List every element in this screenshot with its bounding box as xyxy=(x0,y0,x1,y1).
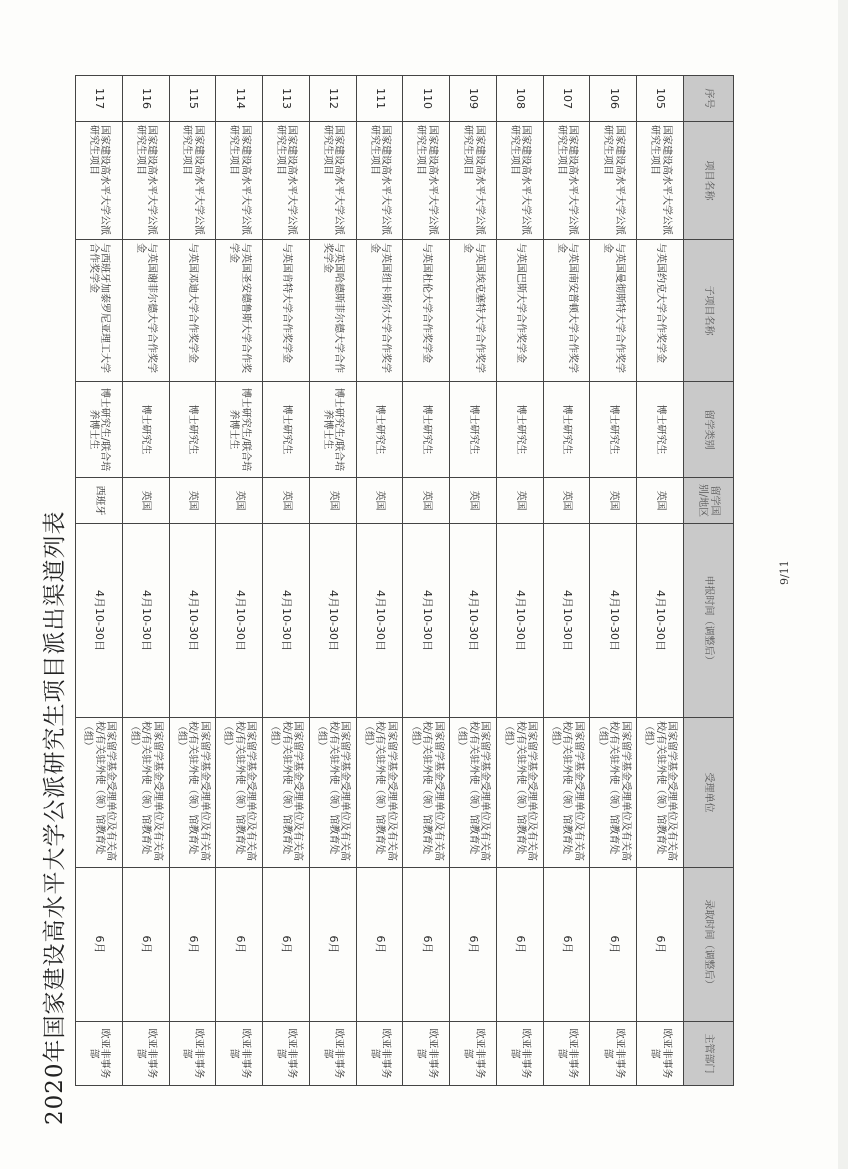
cell-accept-unit: 国家留学基金受理单位及有关高校/有关驻外使（领）馆教育处（组） xyxy=(450,718,497,868)
cell-category: 博士研究生 xyxy=(496,382,543,478)
cell-department: 欧亚非事务部 xyxy=(637,1022,684,1086)
table-row xyxy=(403,76,450,1086)
cell-category: 博士研究生 xyxy=(356,382,403,478)
cell-admit-time: 6月 xyxy=(496,868,543,1022)
header-admit-time: 录取时间（调整后） xyxy=(684,868,734,1022)
table-row xyxy=(356,76,403,1086)
cell-seq: 107 xyxy=(543,76,590,122)
cell-project: 国家建设高水平大学公派研究生项目 xyxy=(403,122,450,240)
cell-country: 英国 xyxy=(216,478,263,524)
table-row xyxy=(169,76,216,1086)
cell-admit-time: 6月 xyxy=(450,868,497,1022)
cell-seq: 113 xyxy=(263,76,310,122)
cell-apply-time: 4月10-30日 xyxy=(496,524,543,718)
cell-subproject: 与英国谢菲尔德大学合作奖学金 xyxy=(122,240,169,382)
cell-country: 英国 xyxy=(263,478,310,524)
cell-category: 博士研究生/联合培养博士生 xyxy=(309,382,356,478)
cell-department: 欧亚非事务部 xyxy=(356,1022,403,1086)
cell-category: 博士研究生 xyxy=(590,382,637,478)
header-category: 留学类别 xyxy=(684,382,734,478)
cell-project: 国家建设高水平大学公派研究生项目 xyxy=(309,122,356,240)
cell-seq: 117 xyxy=(76,76,123,122)
cell-admit-time: 6月 xyxy=(403,868,450,1022)
cell-department: 欧亚非事务部 xyxy=(76,1022,123,1086)
cell-department: 欧亚非事务部 xyxy=(403,1022,450,1086)
cell-subproject: 与西班牙加泰罗尼亚理工大学合作奖学金 xyxy=(76,240,123,382)
table-row xyxy=(450,76,497,1086)
page-number: 9/11 xyxy=(778,560,791,585)
cell-category: 博士研究生 xyxy=(637,382,684,478)
cell-accept-unit: 国家留学基金受理单位及有关高校/有关驻外使（领）馆教育处（组） xyxy=(122,718,169,868)
cell-category: 博士研究生 xyxy=(263,382,310,478)
header-country: 留学国别/地区 xyxy=(684,478,734,524)
table-body xyxy=(76,76,684,1086)
cell-accept-unit: 国家留学基金受理单位及有关高校/有关驻外使（领）馆教育处（组） xyxy=(169,718,216,868)
cell-seq: 108 xyxy=(496,76,543,122)
cell-admit-time: 6月 xyxy=(356,868,403,1022)
cell-country: 英国 xyxy=(309,478,356,524)
cell-department: 欧亚非事务部 xyxy=(496,1022,543,1086)
cell-subproject: 与英国约克大学合作奖学金 xyxy=(637,240,684,382)
channel-table xyxy=(75,75,734,1086)
header-project: 项目名称 xyxy=(684,122,734,240)
cell-category: 博士研究生 xyxy=(543,382,590,478)
cell-accept-unit: 国家留学基金受理单位及有关高校/有关驻外使（领）馆教育处（组） xyxy=(496,718,543,868)
cell-subproject: 与英国纽卡斯尔大学合作奖学金 xyxy=(356,240,403,382)
header-row xyxy=(684,76,734,1086)
table-row xyxy=(309,76,356,1086)
cell-department: 欧亚非事务部 xyxy=(590,1022,637,1086)
table-row xyxy=(496,76,543,1086)
table-row xyxy=(590,76,637,1086)
header-subproject: 子项目名称 xyxy=(684,240,734,382)
cell-seq: 109 xyxy=(450,76,497,122)
cell-apply-time: 4月10-30日 xyxy=(403,524,450,718)
cell-project: 国家建设高水平大学公派研究生项目 xyxy=(76,122,123,240)
cell-project: 国家建设高水平大学公派研究生项目 xyxy=(216,122,263,240)
cell-seq: 111 xyxy=(356,76,403,122)
cell-admit-time: 6月 xyxy=(216,868,263,1022)
cell-country: 英国 xyxy=(590,478,637,524)
cell-accept-unit: 国家留学基金受理单位及有关高校/有关驻外使（领）馆教育处（组） xyxy=(543,718,590,868)
cell-project: 国家建设高水平大学公派研究生项目 xyxy=(637,122,684,240)
cell-subproject: 与英国南安普顿大学合作奖学金 xyxy=(543,240,590,382)
cell-admit-time: 6月 xyxy=(263,868,310,1022)
header-accept-unit: 受理单位 xyxy=(684,718,734,868)
cell-country: 英国 xyxy=(496,478,543,524)
cell-subproject: 与英国邓迪大学合作奖学金 xyxy=(169,240,216,382)
cell-seq: 116 xyxy=(122,76,169,122)
cell-category: 博士研究生/联合培养博士生 xyxy=(76,382,123,478)
cell-apply-time: 4月10-30日 xyxy=(590,524,637,718)
table-row xyxy=(543,76,590,1086)
cell-project: 国家建设高水平大学公派研究生项目 xyxy=(543,122,590,240)
scan-edge xyxy=(838,0,848,1169)
cell-accept-unit: 国家留学基金受理单位及有关高校/有关驻外使（领）馆教育处（组） xyxy=(637,718,684,868)
cell-project: 国家建设高水平大学公派研究生项目 xyxy=(263,122,310,240)
cell-country: 英国 xyxy=(356,478,403,524)
cell-country: 英国 xyxy=(169,478,216,524)
cell-country: 英国 xyxy=(122,478,169,524)
cell-project: 国家建设高水平大学公派研究生项目 xyxy=(122,122,169,240)
cell-category: 博士研究生 xyxy=(169,382,216,478)
cell-apply-time: 4月10-30日 xyxy=(543,524,590,718)
cell-department: 欧亚非事务部 xyxy=(450,1022,497,1086)
cell-subproject: 与英国巴斯大学合作奖学金 xyxy=(496,240,543,382)
cell-department: 欧亚非事务部 xyxy=(169,1022,216,1086)
cell-apply-time: 4月10-30日 xyxy=(309,524,356,718)
cell-admit-time: 6月 xyxy=(637,868,684,1022)
cell-subproject: 与英国肯特大学合作奖学金 xyxy=(263,240,310,382)
cell-seq: 106 xyxy=(590,76,637,122)
cell-seq: 114 xyxy=(216,76,263,122)
cell-department: 欧亚非事务部 xyxy=(543,1022,590,1086)
cell-apply-time: 4月10-30日 xyxy=(76,524,123,718)
cell-admit-time: 6月 xyxy=(590,868,637,1022)
cell-project: 国家建设高水平大学公派研究生项目 xyxy=(356,122,403,240)
cell-apply-time: 4月10-30日 xyxy=(122,524,169,718)
cell-accept-unit: 国家留学基金受理单位及有关高校/有关驻外使（领）馆教育处（组） xyxy=(76,718,123,868)
page-title: 2020年国家建设高水平大学公派研究生项目派出渠道列表 xyxy=(42,510,68,1125)
cell-admit-time: 6月 xyxy=(543,868,590,1022)
cell-apply-time: 4月10-30日 xyxy=(169,524,216,718)
cell-department: 欧亚非事务部 xyxy=(263,1022,310,1086)
cell-country: 英国 xyxy=(637,478,684,524)
cell-accept-unit: 国家留学基金受理单位及有关高校/有关驻外使（领）馆教育处（组） xyxy=(356,718,403,868)
cell-apply-time: 4月10-30日 xyxy=(216,524,263,718)
cell-project: 国家建设高水平大学公派研究生项目 xyxy=(450,122,497,240)
cell-seq: 112 xyxy=(309,76,356,122)
cell-category: 博士研究生 xyxy=(450,382,497,478)
cell-apply-time: 4月10-30日 xyxy=(356,524,403,718)
cell-department: 欧亚非事务部 xyxy=(122,1022,169,1086)
cell-country: 英国 xyxy=(403,478,450,524)
cell-admit-time: 6月 xyxy=(76,868,123,1022)
cell-subproject: 与英国杜伦大学合作奖学金 xyxy=(403,240,450,382)
cell-category: 博士研究生 xyxy=(403,382,450,478)
cell-accept-unit: 国家留学基金受理单位及有关高校/有关驻外使（领）馆教育处（组） xyxy=(590,718,637,868)
cell-accept-unit: 国家留学基金受理单位及有关高校/有关驻外使（领）馆教育处（组） xyxy=(403,718,450,868)
cell-department: 欧亚非事务部 xyxy=(216,1022,263,1086)
cell-admit-time: 6月 xyxy=(122,868,169,1022)
header-apply-time: 申报时间（调整后） xyxy=(684,524,734,718)
table-row xyxy=(637,76,684,1086)
header-seq: 序号 xyxy=(684,76,734,122)
cell-seq: 105 xyxy=(637,76,684,122)
cell-apply-time: 4月10-30日 xyxy=(637,524,684,718)
table-row xyxy=(216,76,263,1086)
cell-project: 国家建设高水平大学公派研究生项目 xyxy=(590,122,637,240)
header-department: 主管部门 xyxy=(684,1022,734,1086)
cell-accept-unit: 国家留学基金受理单位及有关高校/有关驻外使（领）馆教育处（组） xyxy=(263,718,310,868)
cell-category: 博士研究生 xyxy=(122,382,169,478)
cell-subproject: 与英国曼彻斯特大学合作奖学金 xyxy=(590,240,637,382)
cell-accept-unit: 国家留学基金受理单位及有关高校/有关驻外使（领）馆教育处（组） xyxy=(216,718,263,868)
cell-country: 英国 xyxy=(450,478,497,524)
cell-category: 博士研究生/联合培养博士生 xyxy=(216,382,263,478)
cell-department: 欧亚非事务部 xyxy=(309,1022,356,1086)
cell-accept-unit: 国家留学基金受理单位及有关高校/有关驻外使（领）馆教育处（组） xyxy=(309,718,356,868)
table-row xyxy=(76,76,123,1086)
cell-country: 西班牙 xyxy=(76,478,123,524)
cell-apply-time: 4月10-30日 xyxy=(263,524,310,718)
table-row xyxy=(122,76,169,1086)
cell-subproject: 与英国圣安德鲁斯大学合作奖学金 xyxy=(216,240,263,382)
cell-seq: 110 xyxy=(403,76,450,122)
cell-admit-time: 6月 xyxy=(169,868,216,1022)
cell-project: 国家建设高水平大学公派研究生项目 xyxy=(169,122,216,240)
table-row xyxy=(263,76,310,1086)
cell-admit-time: 6月 xyxy=(309,868,356,1022)
cell-seq: 115 xyxy=(169,76,216,122)
cell-project: 国家建设高水平大学公派研究生项目 xyxy=(496,122,543,240)
cell-apply-time: 4月10-30日 xyxy=(450,524,497,718)
cell-subproject: 与英国哈德斯菲尔德大学合作奖学金 xyxy=(309,240,356,382)
cell-country: 英国 xyxy=(543,478,590,524)
table-container xyxy=(75,75,734,1085)
cell-subproject: 与英国埃克塞特大学合作奖学金 xyxy=(450,240,497,382)
